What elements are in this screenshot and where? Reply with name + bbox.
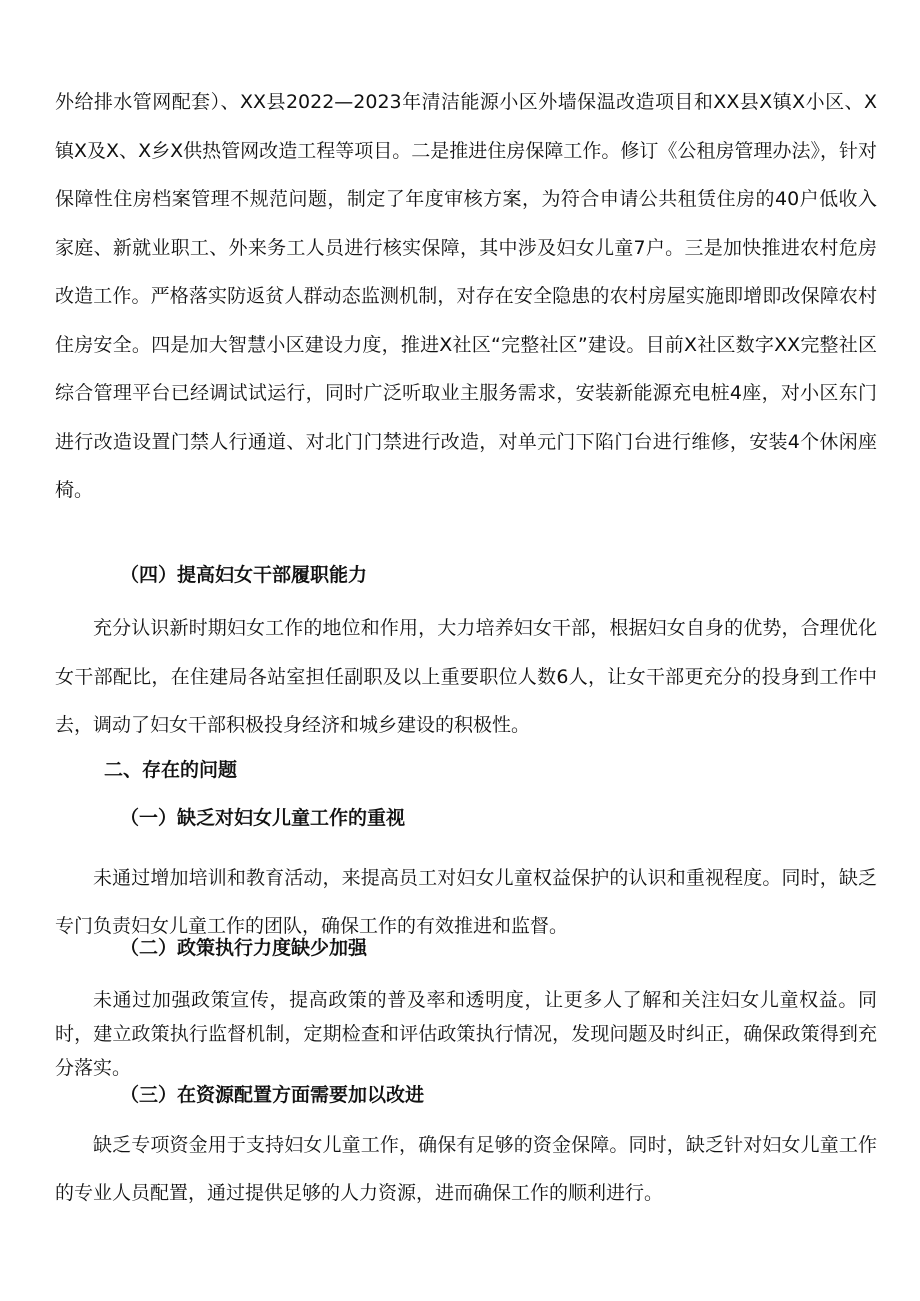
heading-section-4: （四）提高妇女干部履职能力 bbox=[120, 564, 368, 586]
heading-issue-3: （三）在资源配置方面需要加以改进 bbox=[120, 1084, 425, 1106]
paragraph-issue-1: 未通过增加培训和教育活动，来提高员工对妇女儿童权益保护的认识和重视程度。同时，缺乏专门负责妇女儿童工作的团队，确保工作的有效推进和监督。 bbox=[55, 867, 877, 937]
heading-issue-1: （一）缺乏对妇女儿童工作的重视 bbox=[120, 807, 406, 829]
heading-existing-problems: 二、存在的问题 bbox=[104, 759, 238, 781]
paragraph-housing-projects: 外给排水管网配套）、XX县2022—2023年清洁能源小区外墙保温改造项目和XX县X镇X小区、X镇X及X、X乡X供热管网改造工程等项目。二是推进住房保障工作。修订《公租房管理办法》，针对保障性住房档案管理不规范问题，制定了年度审核方案，为符合申请公共租赁住房的40户低收入家庭、新就业职工、外来务工人员进行核实保障，其中涉及妇女儿童7户。三是加快推进农村危房改造工作。严格落实防返贫人群动态监测机制，对存在安全隐患的农村房屋实施即增即改保障农村住房安全。四是加大智慧小区建设力度，推进X社区“完整社区”建设。目前X社区数字XX完整社区综合管理平台已经调试试运行，同时广泛听取业主服务需求，安装新能源充电桩4座，对小区东门进行改造设置门禁人行通道、对北门门禁进行改造，对单元门下陷门台进行维修，安装4个休闲座椅。 bbox=[55, 91, 877, 501]
paragraph-issue-3: 缺乏专项资金用于支持妇女儿童工作，确保有足够的资金保障。同时，缺乏针对妇女儿童工作的专业人员配置，通过提供足够的人力资源，进而确保工作的顺利进行。 bbox=[55, 1134, 877, 1204]
paragraph-women-cadres: 充分认识新时期妇女工作的地位和作用，大力培养妇女干部，根据妇女自身的优势，合理优化女干部配比，在住建局各站室担任副职及以上重要职位人数6人，让女干部更充分的投身到工作中去，调动了妇女干部积极投身经济和城乡建设的积极性。 bbox=[55, 617, 877, 736]
paragraph-issue-2: 未通过加强政策宣传，提高政策的普及率和透明度，让更多人了解和关注妇女儿童权益。同时，建立政策执行监督机制，定期检查和评估政策执行情况，发现问题及时纠正，确保政策得到充分落实。 bbox=[55, 989, 877, 1079]
heading-issue-2: （二）政策执行力度缺少加强 bbox=[120, 937, 368, 959]
